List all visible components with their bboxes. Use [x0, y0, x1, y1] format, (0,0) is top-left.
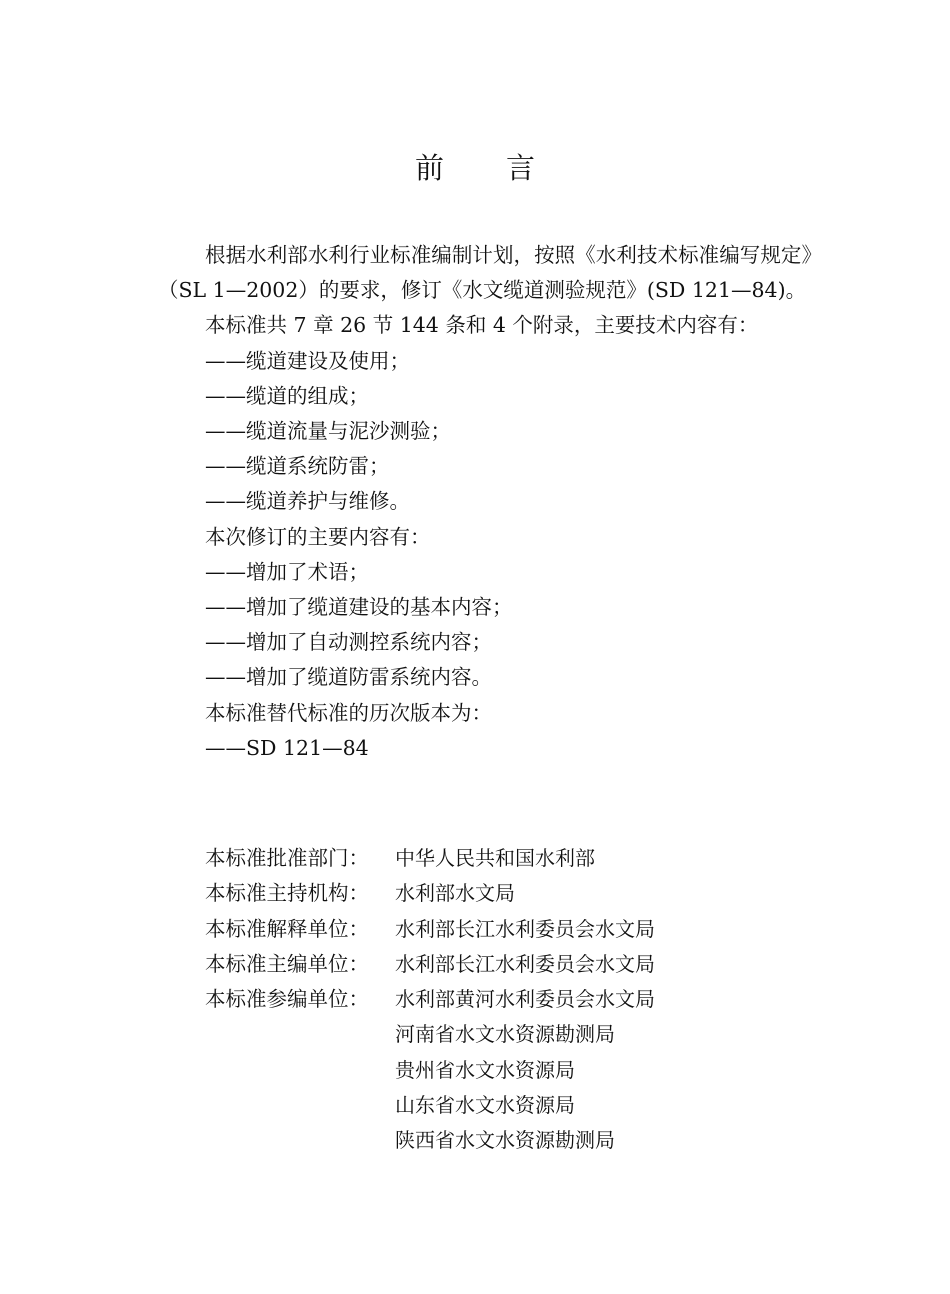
foreword-body — [158, 238, 822, 766]
participant-row — [205, 982, 655, 1158]
participant-list — [395, 982, 655, 1158]
scope-item: ——缆道养护与维修。 — [205, 489, 410, 514]
chief-row — [205, 947, 655, 982]
approve-label: 本标准批准部门： — [205, 846, 369, 870]
chief-value: 水利部长江水利委员会水文局 — [395, 951, 655, 976]
intro-paragraph: 根据水利部水利行业标准编制计划，按照《水利技术标准编写规定》 （SL 1—2002）的要求，修订《水文缆道测验规范》(SD 121—84)。 — [158, 243, 822, 303]
scope-item: ——缆道流量与泥沙测验； — [205, 419, 451, 444]
participant-unit: 山东省水文水资源局 — [395, 1093, 575, 1118]
revision-item: ——增加了缆道防雷系统内容。 — [205, 665, 492, 690]
revision-item: ——增加了术语； — [205, 559, 369, 584]
participant-unit: 陕西省水文水资源勘测局 — [395, 1128, 615, 1153]
approve-value: 中华人民共和国水利部 — [395, 846, 595, 870]
participant-unit: 贵州省水文水资源局 — [395, 1057, 575, 1082]
replace-item: ——SD 121—84 — [205, 735, 369, 760]
scope-item: ——缆道建设及使用； — [205, 348, 410, 373]
revision-item: ——增加了缆道建设的基本内容； — [205, 595, 513, 620]
participant-label: 本标准参编单位： — [205, 987, 369, 1012]
page-title: 前言 — [414, 151, 597, 185]
chief-label: 本标准主编单位： — [205, 951, 369, 976]
responsible-units — [205, 841, 655, 1159]
participant-unit: 河南省水文水资源勘测局 — [395, 1022, 615, 1047]
scope-item: ——缆道的组成； — [205, 383, 369, 408]
host-row — [205, 876, 655, 911]
revision-item: ——增加了自动测控系统内容； — [205, 630, 492, 655]
interpret-value: 水利部长江水利委员会水文局 — [395, 916, 655, 941]
interpret-label: 本标准解释单位： — [205, 916, 369, 941]
approve-row — [205, 841, 655, 876]
participant-unit: 水利部黄河水利委员会水文局 — [395, 987, 655, 1012]
scope-item: ——缆道系统防雷； — [205, 454, 390, 479]
revision-heading: 本次修订的主要内容有： — [205, 524, 431, 549]
replace-heading: 本标准替代标准的历次版本为： — [205, 700, 492, 725]
interpret-row — [205, 912, 655, 947]
host-label: 本标准主持机构： — [205, 881, 369, 906]
scope-heading: 本标准共 7 章 26 节 144 条和 4 个附录，主要技术内容有： — [205, 313, 759, 338]
host-value: 水利部水文局 — [395, 881, 515, 906]
